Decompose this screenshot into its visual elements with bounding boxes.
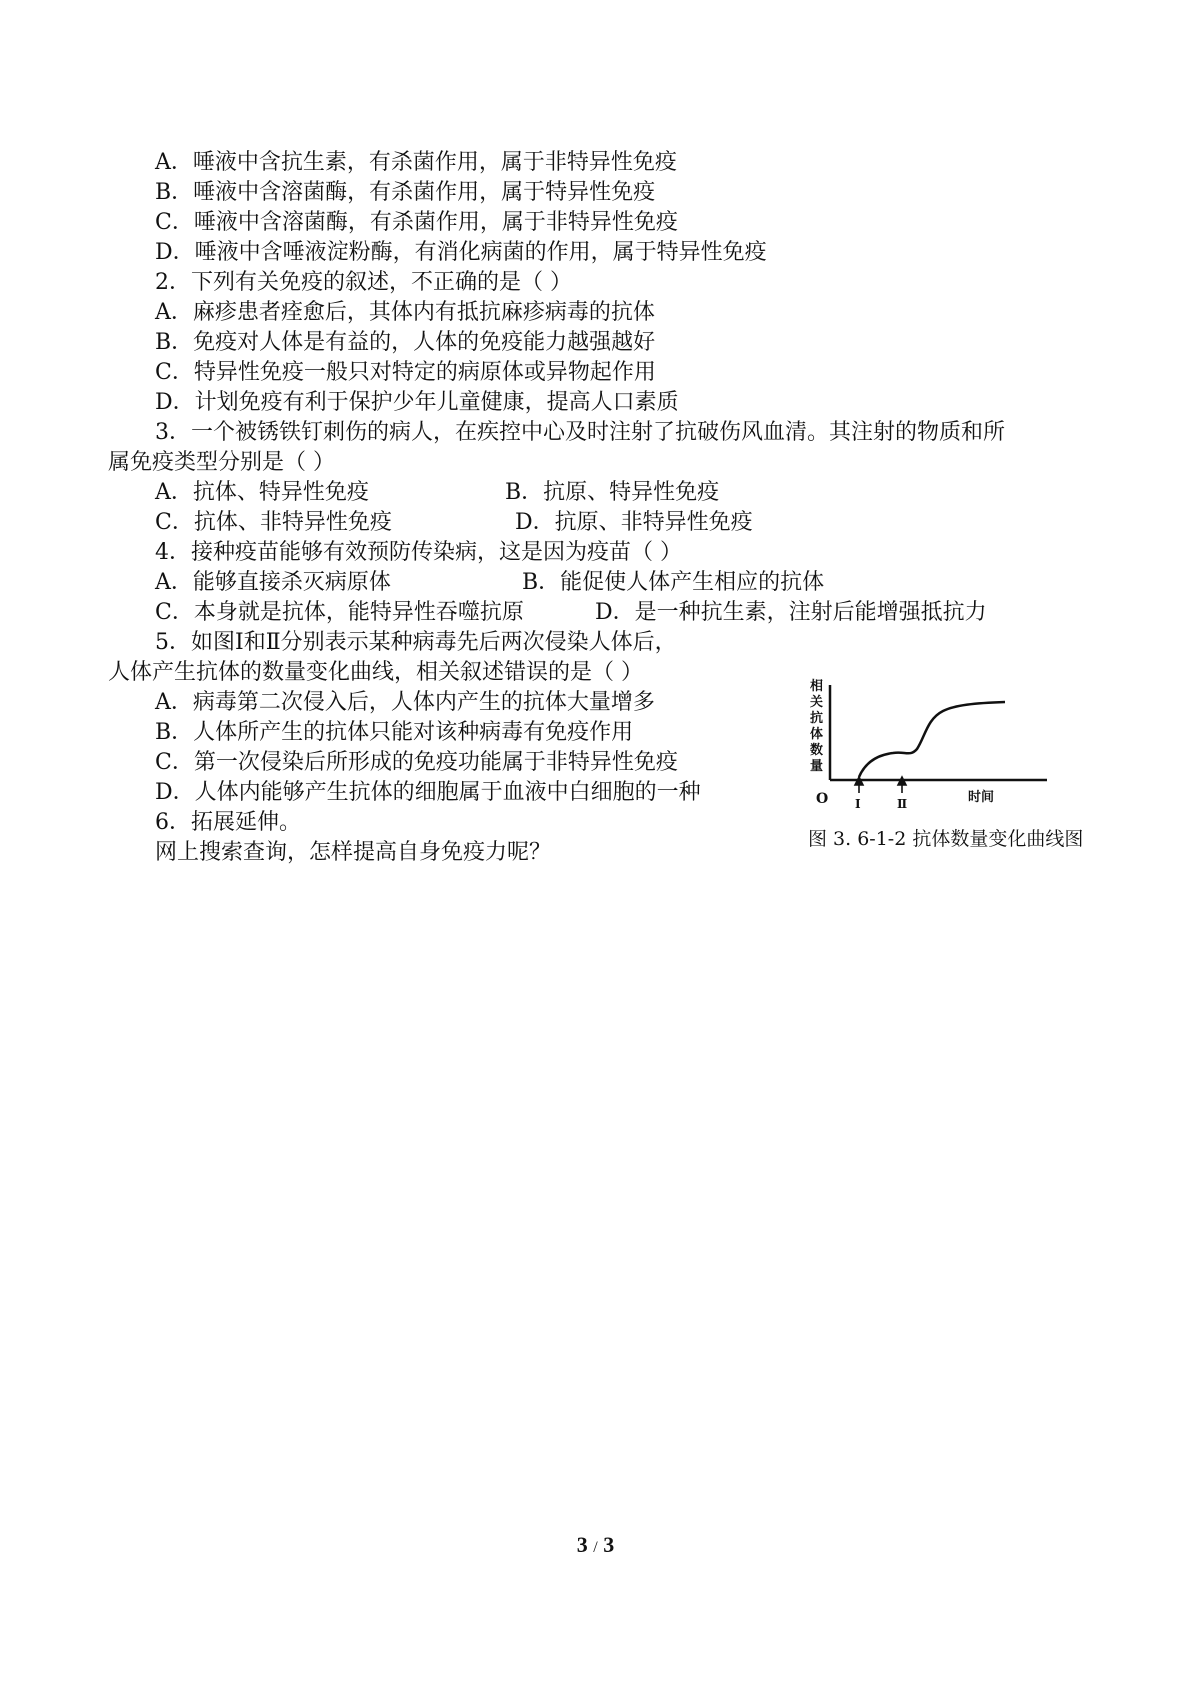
- y-axis-label-char-2: 关: [810, 695, 824, 710]
- q2-option-d: D．计划免疫有利于保护少年儿童健康，提高人口素质: [155, 390, 679, 415]
- q1-option-c: C．唾液中含溶菌酶，有杀菌作用，属于非特异性免疫: [155, 210, 678, 235]
- x-axis-label: 时间: [968, 790, 995, 805]
- y-axis-label-char-1: 相: [810, 679, 824, 694]
- q5-stem-line-2: 人体产生抗体的数量变化曲线，相关叙述错误的是（ ）: [108, 660, 643, 685]
- q4-option-b: B．能促使人体产生相应的抗体: [522, 570, 825, 595]
- y-axis-label-char-5: 数: [810, 743, 824, 758]
- q1-option-b: B．唾液中含溶菌酶，有杀菌作用，属于特异性免疫: [155, 180, 656, 205]
- q5-option-d: D．人体内能够产生抗体的细胞属于血液中白细胞的一种: [155, 780, 701, 805]
- q4-stem: 4．接种疫苗能够有效预防传染病，这是因为疫苗（ ）: [155, 540, 682, 565]
- q3-option-b: B．抗原、特异性免疫: [505, 480, 720, 505]
- infection-mark-2: Ⅱ: [897, 797, 908, 811]
- q6-stem: 6．拓展延伸。: [155, 810, 301, 835]
- y-axis-label-char-4: 体: [810, 727, 824, 742]
- q2-option-c: C．特异性免疫一般只对特定的病原体或异物起作用: [155, 360, 656, 385]
- origin-label: O: [816, 791, 829, 807]
- q5-option-a: A．病毒第二次侵入后，人体内产生的抗体大量增多: [155, 690, 655, 715]
- q3-option-a: A．抗体、特异性免疫: [155, 480, 369, 505]
- page-number: [0, 1532, 1191, 1558]
- figure-caption: 图 3. 6-1-2 抗体数量变化曲线图: [808, 828, 1084, 850]
- page-total: 3: [603, 1532, 615, 1557]
- q1-option-a: A．唾液中含抗生素，有杀菌作用，属于非特异性免疫: [155, 150, 677, 175]
- y-axis-label-char-6: 量: [810, 759, 824, 774]
- q3-option-d: D．抗原、非特异性免疫: [515, 510, 753, 535]
- q6-prompt: 网上搜索查询，怎样提高自身免疫力呢？: [155, 840, 552, 865]
- page-separator: /: [593, 1539, 598, 1556]
- q2-option-a: A．麻疹患者痊愈后，其体内有抵抗麻疹病毒的抗体: [155, 300, 655, 325]
- antibody-curve-figure: [805, 675, 1105, 845]
- q2-option-b: B．免疫对人体是有益的，人体的免疫能力越强越好: [155, 330, 656, 355]
- y-axis-label-char-3: 抗: [810, 711, 824, 726]
- q5-stem-line-1: 5．如图Ⅰ和Ⅱ分别表示某种病毒先后两次侵染人体后，: [155, 630, 677, 655]
- q2-stem: 2．下列有关免疫的叙述，不正确的是（ ）: [155, 270, 572, 295]
- q1-option-d: D．唾液中含唾液淀粉酶，有消化病菌的作用，属于特异性免疫: [155, 240, 767, 265]
- q5-option-b: B．人体所产生的抗体只能对该种病毒有免疫作用: [155, 720, 634, 745]
- q4-option-a: A．能够直接杀灭病原体: [155, 570, 391, 595]
- q4-option-c: C．本身就是抗体，能特异性吞噬抗原: [155, 600, 524, 625]
- q3-option-c: C．抗体、非特异性免疫: [155, 510, 392, 535]
- q3-stem-line-1: 3．一个被锈铁钉刺伤的病人，在疾控中心及时注射了抗破伤风血清。其注射的物质和所: [155, 420, 1005, 445]
- q5-option-c: C．第一次侵染后所形成的免疫功能属于非特异性免疫: [155, 750, 678, 775]
- q4-option-d: D．是一种抗生素，注射后能增强抵抗力: [595, 600, 987, 625]
- q3-stem-line-2: 属免疫类型分别是（ ）: [108, 450, 335, 475]
- infection-mark-1: Ⅰ: [855, 797, 861, 811]
- antibody-curve: [859, 702, 1005, 777]
- page-current: 3: [576, 1532, 588, 1557]
